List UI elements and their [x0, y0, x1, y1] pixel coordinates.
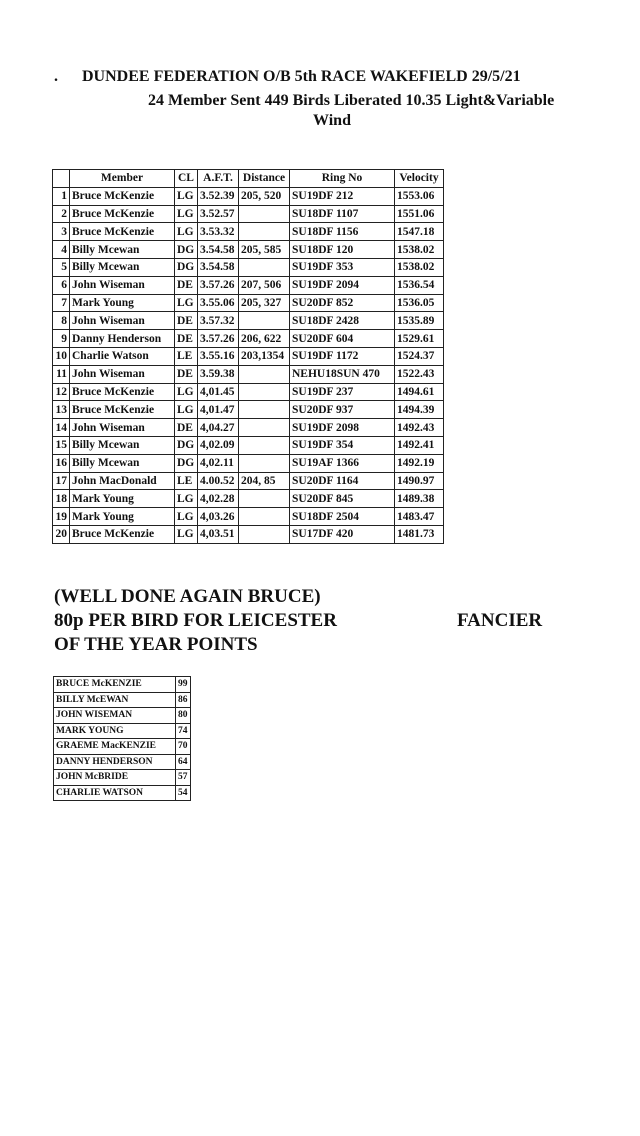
cell-position: 5: [53, 258, 70, 276]
cell-position: 2: [53, 205, 70, 223]
cell-aft: 4.00.52: [198, 472, 239, 490]
table-row: [53, 276, 444, 294]
fancier-name: CHARLIE WATSON: [54, 785, 176, 801]
cell-aft: 3.57.32: [198, 312, 239, 330]
table-row: [53, 187, 444, 205]
points-body: [54, 677, 191, 801]
cell-position: 12: [53, 383, 70, 401]
cell-position: 13: [53, 401, 70, 419]
cell-velocity: 1536.54: [395, 276, 444, 294]
col-header-velocity: Velocity: [395, 170, 444, 188]
cell-ring-no: SU20DF 852: [290, 294, 395, 312]
table-row: [53, 258, 444, 276]
cell-cl: LG: [175, 383, 198, 401]
cell-aft: 3.52.39: [198, 187, 239, 205]
cell-member: Bruce McKenzie: [70, 525, 175, 543]
cell-ring-no: SU19DF 212: [290, 187, 395, 205]
fancier-name: MARK YOUNG: [54, 723, 176, 739]
cell-ring-no: SU18DF 1156: [290, 223, 395, 241]
cell-position: 16: [53, 454, 70, 472]
cell-distance: [239, 490, 290, 508]
cell-cl: DE: [175, 312, 198, 330]
cell-member: Mark Young: [70, 490, 175, 508]
table-row: [53, 223, 444, 241]
cell-cl: DE: [175, 365, 198, 383]
cell-cl: DG: [175, 436, 198, 454]
cell-aft: 4,03.51: [198, 525, 239, 543]
cell-distance: 206, 622: [239, 330, 290, 348]
cell-velocity: 1547.18: [395, 223, 444, 241]
col-header-position: [53, 170, 70, 188]
cell-distance: 205, 520: [239, 187, 290, 205]
cell-ring-no: NEHU18SUN 470: [290, 365, 395, 383]
cell-cl: LG: [175, 525, 198, 543]
cell-aft: 3.57.26: [198, 276, 239, 294]
cell-ring-no: SU20DF 845: [290, 490, 395, 508]
table-row: [53, 436, 444, 454]
cell-aft: 3.55.06: [198, 294, 239, 312]
points-row: [54, 770, 191, 786]
cell-ring-no: SU19DF 354: [290, 436, 395, 454]
cell-velocity: 1483.47: [395, 508, 444, 526]
table-row: [53, 347, 444, 365]
cell-member: Bruce McKenzie: [70, 187, 175, 205]
cell-distance: 204, 85: [239, 472, 290, 490]
cell-cl: LG: [175, 401, 198, 419]
cell-aft: 3.55.16: [198, 347, 239, 365]
cell-aft: 3.59.38: [198, 365, 239, 383]
cell-member: Billy Mcewan: [70, 454, 175, 472]
fancier-name: JOHN McBRIDE: [54, 770, 176, 786]
cell-aft: 3.54.58: [198, 258, 239, 276]
cell-ring-no: SU19DF 237: [290, 383, 395, 401]
cell-cl: DE: [175, 276, 198, 294]
cell-ring-no: SU19DF 2098: [290, 419, 395, 437]
table-row: [53, 205, 444, 223]
cell-velocity: 1489.38: [395, 490, 444, 508]
table-row: [53, 383, 444, 401]
cell-distance: [239, 508, 290, 526]
table-row: [53, 525, 444, 543]
table-row: [53, 401, 444, 419]
col-header-ring-no: Ring No: [290, 170, 395, 188]
cell-ring-no: SU18DF 2428: [290, 312, 395, 330]
cell-ring-no: SU17DF 420: [290, 525, 395, 543]
fancier-points: 54: [176, 785, 191, 801]
col-header-member: Member: [70, 170, 175, 188]
cell-ring-no: SU20DF 604: [290, 330, 395, 348]
cell-ring-no: SU18DF 120: [290, 241, 395, 259]
cell-cl: LE: [175, 347, 198, 365]
header-line-1: DUNDEE FEDERATION O/B 5th RACE WAKEFIELD 29/5/21: [82, 68, 521, 85]
cell-member: John Wiseman: [70, 365, 175, 383]
fancier-name: JOHN WISEMAN: [54, 708, 176, 724]
cell-distance: [239, 436, 290, 454]
fancier-name: GRAEME MacKENZIE: [54, 739, 176, 755]
cell-cl: LG: [175, 187, 198, 205]
cell-distance: [239, 525, 290, 543]
cell-distance: [239, 401, 290, 419]
cell-position: 9: [53, 330, 70, 348]
table-row: [53, 454, 444, 472]
cell-member: John Wiseman: [70, 276, 175, 294]
cell-aft: 3.57.26: [198, 330, 239, 348]
cell-member: Bruce McKenzie: [70, 205, 175, 223]
cell-aft: 3.53.32: [198, 223, 239, 241]
points-row: [54, 785, 191, 801]
table-row: [53, 508, 444, 526]
cell-ring-no: SU19DF 1172: [290, 347, 395, 365]
cell-position: 18: [53, 490, 70, 508]
cell-velocity: 1492.41: [395, 436, 444, 454]
cell-position: 19: [53, 508, 70, 526]
cell-velocity: 1529.61: [395, 330, 444, 348]
prize-note: [54, 610, 542, 632]
cell-aft: 3.52.57: [198, 205, 239, 223]
cell-cl: LG: [175, 508, 198, 526]
cell-distance: [239, 419, 290, 437]
cell-position: 15: [53, 436, 70, 454]
cell-ring-no: SU18DF 1107: [290, 205, 395, 223]
cell-ring-no: SU18DF 2504: [290, 508, 395, 526]
table-row: [53, 472, 444, 490]
table-row: [53, 365, 444, 383]
cell-velocity: 1494.61: [395, 383, 444, 401]
cell-aft: 4,04.27: [198, 419, 239, 437]
cell-velocity: 1538.02: [395, 241, 444, 259]
cell-cl: DG: [175, 241, 198, 259]
table-row: [53, 241, 444, 259]
cell-distance: 205, 327: [239, 294, 290, 312]
cell-velocity: 1492.43: [395, 419, 444, 437]
cell-position: 3: [53, 223, 70, 241]
cell-cl: DG: [175, 258, 198, 276]
fancier-points: 80: [176, 708, 191, 724]
fancier-name: BRUCE McKENZIE: [54, 677, 176, 693]
cell-distance: [239, 383, 290, 401]
cell-cl: LG: [175, 205, 198, 223]
cell-position: 8: [53, 312, 70, 330]
cell-member: Bruce McKenzie: [70, 383, 175, 401]
cell-ring-no: SU20DF 937: [290, 401, 395, 419]
cell-distance: [239, 365, 290, 383]
fancier-points-table: [53, 676, 191, 801]
cell-distance: 203,1354: [239, 347, 290, 365]
cell-member: Billy Mcewan: [70, 258, 175, 276]
cell-member: Mark Young: [70, 508, 175, 526]
prize-note-fancier: FANCIER: [456, 610, 543, 631]
cell-member: John Wiseman: [70, 312, 175, 330]
cell-cl: DG: [175, 454, 198, 472]
cell-position: 10: [53, 347, 70, 365]
header-line-3: Wind: [313, 112, 351, 129]
fancier-name: BILLY McEWAN: [54, 692, 176, 708]
col-header-cl: CL: [175, 170, 198, 188]
cell-velocity: 1538.02: [395, 258, 444, 276]
cell-position: 14: [53, 419, 70, 437]
cell-distance: [239, 454, 290, 472]
points-row: [54, 739, 191, 755]
fancier-name: DANNY HENDERSON: [54, 754, 176, 770]
cell-member: Bruce McKenzie: [70, 223, 175, 241]
points-row: [54, 708, 191, 724]
cell-aft: 4,02.11: [198, 454, 239, 472]
cell-distance: [239, 258, 290, 276]
cell-position: 1: [53, 187, 70, 205]
cell-position: 4: [53, 241, 70, 259]
fancier-points: 99: [176, 677, 191, 693]
cell-distance: 207, 506: [239, 276, 290, 294]
cell-aft: 4,03.26: [198, 508, 239, 526]
header-bullet: .: [54, 68, 58, 85]
fancier-points: 64: [176, 754, 191, 770]
results-header-row: [53, 170, 444, 188]
cell-distance: [239, 312, 290, 330]
header-line-2: 24 Member Sent 449 Birds Liberated 10.35 Light&Variable: [148, 92, 555, 109]
cell-member: John Wiseman: [70, 419, 175, 437]
cell-velocity: 1490.97: [395, 472, 444, 490]
cell-position: 20: [53, 525, 70, 543]
cell-velocity: 1551.06: [395, 205, 444, 223]
cell-member: Billy Mcewan: [70, 241, 175, 259]
cell-ring-no: SU19DF 2094: [290, 276, 395, 294]
cell-cl: DE: [175, 419, 198, 437]
col-header-distance: Distance: [239, 170, 290, 188]
cell-velocity: 1536.05: [395, 294, 444, 312]
cell-member: Danny Henderson: [70, 330, 175, 348]
cell-distance: 205, 585: [239, 241, 290, 259]
cell-velocity: 1522.43: [395, 365, 444, 383]
fancier-points: 70: [176, 739, 191, 755]
prize-note-text: 80p PER BIRD FOR LEICESTER: [54, 610, 337, 631]
cell-position: 6: [53, 276, 70, 294]
cell-distance: [239, 223, 290, 241]
cell-velocity: 1553.06: [395, 187, 444, 205]
cell-position: 11: [53, 365, 70, 383]
cell-cl: DE: [175, 330, 198, 348]
cell-cl: LE: [175, 472, 198, 490]
cell-velocity: 1535.89: [395, 312, 444, 330]
cell-distance: [239, 205, 290, 223]
cell-velocity: 1494.39: [395, 401, 444, 419]
points-heading: OF THE YEAR POINTS: [54, 634, 258, 655]
points-row: [54, 754, 191, 770]
points-row: [54, 677, 191, 693]
cell-aft: 4,01.45: [198, 383, 239, 401]
congrats-note: (WELL DONE AGAIN BRUCE): [54, 586, 321, 607]
table-row: [53, 294, 444, 312]
cell-ring-no: SU19DF 353: [290, 258, 395, 276]
cell-member: Bruce McKenzie: [70, 401, 175, 419]
cell-aft: 4,02.09: [198, 436, 239, 454]
points-row: [54, 692, 191, 708]
cell-member: Charlie Watson: [70, 347, 175, 365]
col-header-aft: A.F.T.: [198, 170, 239, 188]
cell-aft: 3.54.58: [198, 241, 239, 259]
cell-ring-no: SU19AF 1366: [290, 454, 395, 472]
table-row: [53, 490, 444, 508]
race-results-table: [52, 169, 444, 544]
cell-velocity: 1524.37: [395, 347, 444, 365]
cell-aft: 4,01.47: [198, 401, 239, 419]
points-row: [54, 723, 191, 739]
fancier-points: 57: [176, 770, 191, 786]
fancier-points: 86: [176, 692, 191, 708]
cell-ring-no: SU20DF 1164: [290, 472, 395, 490]
cell-cl: LG: [175, 294, 198, 312]
cell-position: 7: [53, 294, 70, 312]
cell-velocity: 1481.73: [395, 525, 444, 543]
fancier-points: 74: [176, 723, 191, 739]
cell-aft: 4,02.28: [198, 490, 239, 508]
cell-member: John MacDonald: [70, 472, 175, 490]
cell-member: Mark Young: [70, 294, 175, 312]
table-row: [53, 312, 444, 330]
cell-member: Billy Mcewan: [70, 436, 175, 454]
table-row: [53, 330, 444, 348]
cell-cl: LG: [175, 223, 198, 241]
cell-cl: LG: [175, 490, 198, 508]
results-body: [53, 187, 444, 543]
cell-velocity: 1492.19: [395, 454, 444, 472]
header-title: [54, 68, 521, 86]
cell-position: 17: [53, 472, 70, 490]
table-row: [53, 419, 444, 437]
